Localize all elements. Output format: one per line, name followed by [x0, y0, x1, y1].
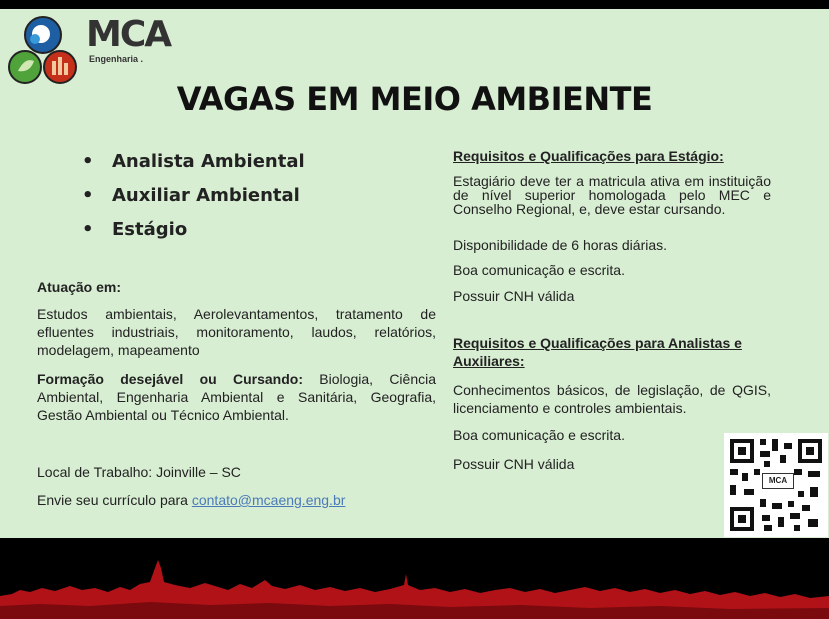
formacao-label: Formação desejável ou Cursando: — [37, 371, 303, 387]
contact-prefix: Envie seu currículo para — [37, 492, 192, 508]
logo-icon — [8, 13, 78, 85]
formacao-text: Biologia, Ciência Ambiental, Engenharia Ambiental e Sanitária, Geografia, Gestão Ambiental ou Técnico Ambiental. — [37, 371, 437, 423]
analistas-item: Possuir CNH válida — [453, 456, 575, 472]
job-item: • Estágio — [82, 218, 305, 252]
qr-logo-badge: MCA — [762, 473, 794, 489]
email-link[interactable]: contato@mcaeng.eng.br — [191, 492, 346, 508]
contact-line — [37, 491, 436, 509]
estagio-heading — [453, 147, 771, 165]
analistas-item: Boa comunicação e escrita. — [453, 427, 625, 443]
poster — [0, 9, 829, 538]
logo-wordmark: MCA — [86, 14, 171, 55]
analistas-item: Conhecimentos básicos, de legislação, de QGIS, licenciamento e controles ambientais. — [453, 382, 771, 416]
job-list — [82, 150, 305, 252]
formacao-paragraph — [37, 370, 436, 424]
atuacao-heading: Atuação em: — [37, 279, 122, 295]
job-item: • Analista Ambiental — [82, 150, 305, 184]
analistas-heading: Requisitos e Qualificações para Analistas e Auxiliares: — [453, 335, 742, 369]
job-item: • Auxiliar Ambiental — [82, 184, 305, 218]
logo-subtitle: Engenharia . — [89, 54, 144, 64]
estagio-heading-colon: : — [719, 148, 724, 164]
page-title: VAGAS EM MEIO AMBIENTE — [176, 80, 653, 118]
estagio-item: Estagiário deve ter a matricula ativa em instituição de nível superior homologada pelo MEC e Conselho Regional, e, deve estar cursando. — [453, 173, 771, 217]
estagio-item: Disponibilidade de 6 horas diárias. — [453, 237, 668, 253]
local-trabalho: Local de Trabalho: Joinville – SC — [37, 464, 241, 480]
top-border — [0, 0, 829, 9]
city-skyline-image — [0, 538, 829, 619]
estagio-heading-text: Requisitos e Qualificações para Estágio — [453, 148, 720, 164]
qr-code[interactable] — [724, 433, 828, 537]
estagio-item: Possuir CNH válida — [453, 288, 575, 304]
estagio-item: Boa comunicação e escrita. — [453, 262, 625, 278]
atuacao-text: Estudos ambientais, Aerolevantamentos, tratamento de efluentes industriais, monitoramento, laudos, relatórios, modelagem, mapeamento — [37, 306, 436, 358]
